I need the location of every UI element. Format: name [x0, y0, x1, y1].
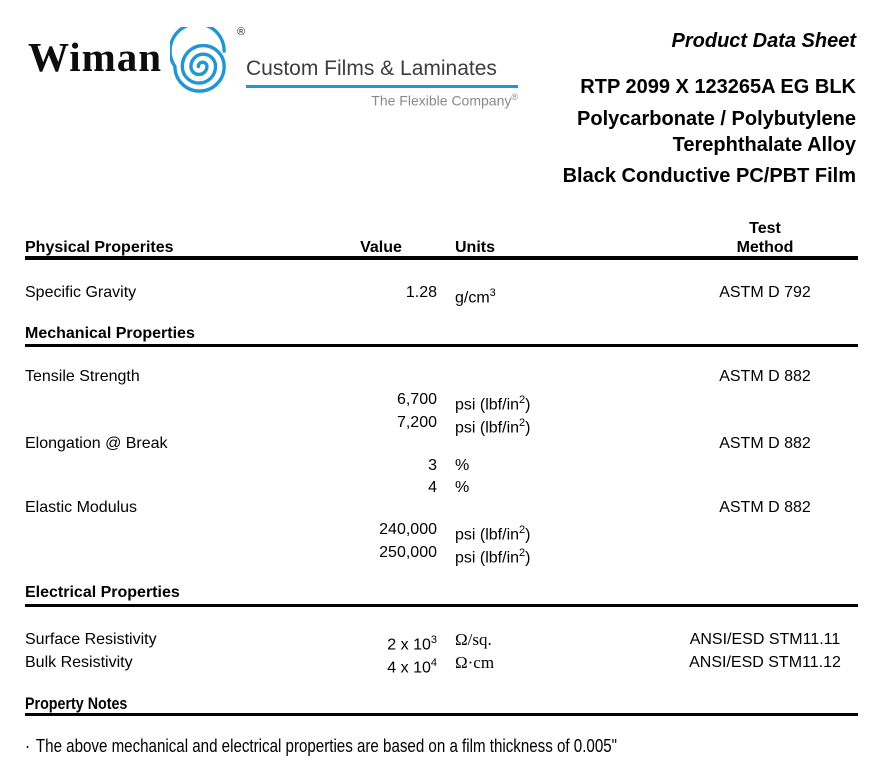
property-value: 6,700 — [396, 391, 437, 408]
registered-trademark-icon: ® — [511, 92, 518, 102]
header-divider-rule — [25, 256, 858, 260]
property-label: Tensile Strength — [25, 368, 140, 385]
value-text: 4 x 10 — [387, 659, 431, 677]
table-row — [25, 520, 858, 544]
section-divider-rule — [25, 604, 858, 607]
bullet-icon: · — [25, 736, 31, 756]
units-superscript: 2 — [519, 524, 526, 536]
section-header-mechanical — [25, 324, 858, 344]
property-label: Elongation @ Break — [25, 435, 168, 452]
property-value: 1.28 — [405, 284, 437, 301]
brand-wordmark: Wiman — [28, 34, 163, 80]
property-units: Ω/sq. — [455, 630, 492, 649]
units-superscript: 2 — [519, 417, 526, 429]
table-row — [25, 498, 858, 518]
registered-trademark-icon: ® — [237, 26, 246, 38]
units-text: psi (lbf/in — [455, 549, 520, 567]
property-label: Surface Resistivity — [25, 631, 157, 648]
units-text: psi (lbf/in — [455, 396, 520, 414]
units-text: ) — [525, 526, 531, 544]
value-superscript: 4 — [430, 657, 437, 669]
property-label: Elastic Modulus — [25, 499, 138, 516]
section-divider-rule — [25, 344, 858, 347]
test-method: ASTM D 882 — [719, 435, 811, 452]
section-title: Mechanical Properties — [25, 325, 195, 342]
note-text: The above mechanical and electrical properties are based on a film thickness of 0.005" — [35, 736, 618, 756]
table-row — [25, 543, 858, 567]
brand-tagline-block — [246, 57, 518, 109]
section-header-notes — [25, 694, 858, 714]
table-row — [25, 653, 858, 677]
note-row — [25, 736, 858, 756]
property-units: % — [455, 457, 470, 474]
property-value: 7,200 — [396, 414, 437, 431]
units-text: g/cm — [455, 289, 490, 307]
units-text: psi (lbf/in — [455, 526, 520, 544]
table-row — [25, 390, 858, 414]
column-header-method: Method — [736, 239, 794, 256]
table-row — [25, 630, 858, 654]
property-value — [305, 630, 437, 655]
units-text: ) — [525, 549, 531, 567]
test-method: ANSI/ESD STM11.11 — [689, 631, 841, 648]
units-superscript: 2 — [519, 394, 526, 406]
units-text: psi (lbf/in — [455, 419, 520, 437]
product-code: RTP 2099 X 123265A EG BLK — [580, 76, 856, 98]
spiral-logo-icon — [170, 27, 234, 101]
units-superscript: 3 — [489, 287, 496, 299]
property-units — [455, 520, 530, 545]
brand-slogan — [246, 92, 518, 109]
column-header-value: Value — [360, 239, 402, 256]
section-title: Electrical Properties — [25, 584, 180, 601]
property-value: 3 — [428, 457, 437, 474]
material-name-line1: Polycarbonate / Polybutylene — [577, 108, 856, 130]
property-label: Bulk Resistivity — [25, 654, 133, 671]
material-name-line2: Terephthalate Alloy — [672, 134, 856, 156]
document-type-title: Product Data Sheet — [671, 30, 856, 52]
table-row — [25, 367, 858, 387]
table-row — [25, 456, 858, 476]
column-header-units: Units — [455, 239, 495, 256]
test-method: ANSI/ESD STM11.12 — [689, 654, 841, 671]
property-units — [455, 390, 530, 415]
section-title: Property Notes — [25, 694, 128, 713]
brand-slogan-text: The Flexible Company — [371, 92, 512, 109]
section-header-electrical — [25, 583, 858, 603]
property-units — [455, 283, 496, 308]
units-text: ) — [525, 419, 531, 437]
test-method: ASTM D 882 — [719, 368, 811, 385]
property-value: 4 — [428, 479, 437, 496]
value-superscript: 3 — [430, 634, 437, 646]
value-text: 2 x 10 — [387, 636, 431, 654]
units-text: ) — [525, 396, 531, 414]
column-header-property: Physical Properites — [25, 239, 174, 256]
property-units — [455, 543, 530, 568]
brand-tagline: Custom Films & Laminates — [246, 57, 518, 88]
table-row — [25, 283, 858, 307]
property-units: % — [455, 479, 470, 496]
table-row — [25, 478, 858, 498]
property-value: 250,000 — [379, 544, 437, 561]
property-value — [305, 653, 437, 678]
table-row — [25, 434, 858, 454]
table-row — [25, 413, 858, 437]
test-method: ASTM D 792 — [719, 284, 811, 301]
property-units: Ω·cm — [455, 653, 495, 672]
property-value: 240,000 — [379, 521, 437, 538]
test-method: ASTM D 882 — [719, 499, 811, 516]
property-label: Specific Gravity — [25, 284, 137, 301]
film-description: Black Conductive PC/PBT Film — [562, 165, 856, 187]
table-header-row — [25, 220, 858, 258]
units-superscript: 2 — [519, 547, 526, 559]
column-header-test: Test — [749, 220, 781, 237]
section-divider-rule — [25, 713, 858, 716]
